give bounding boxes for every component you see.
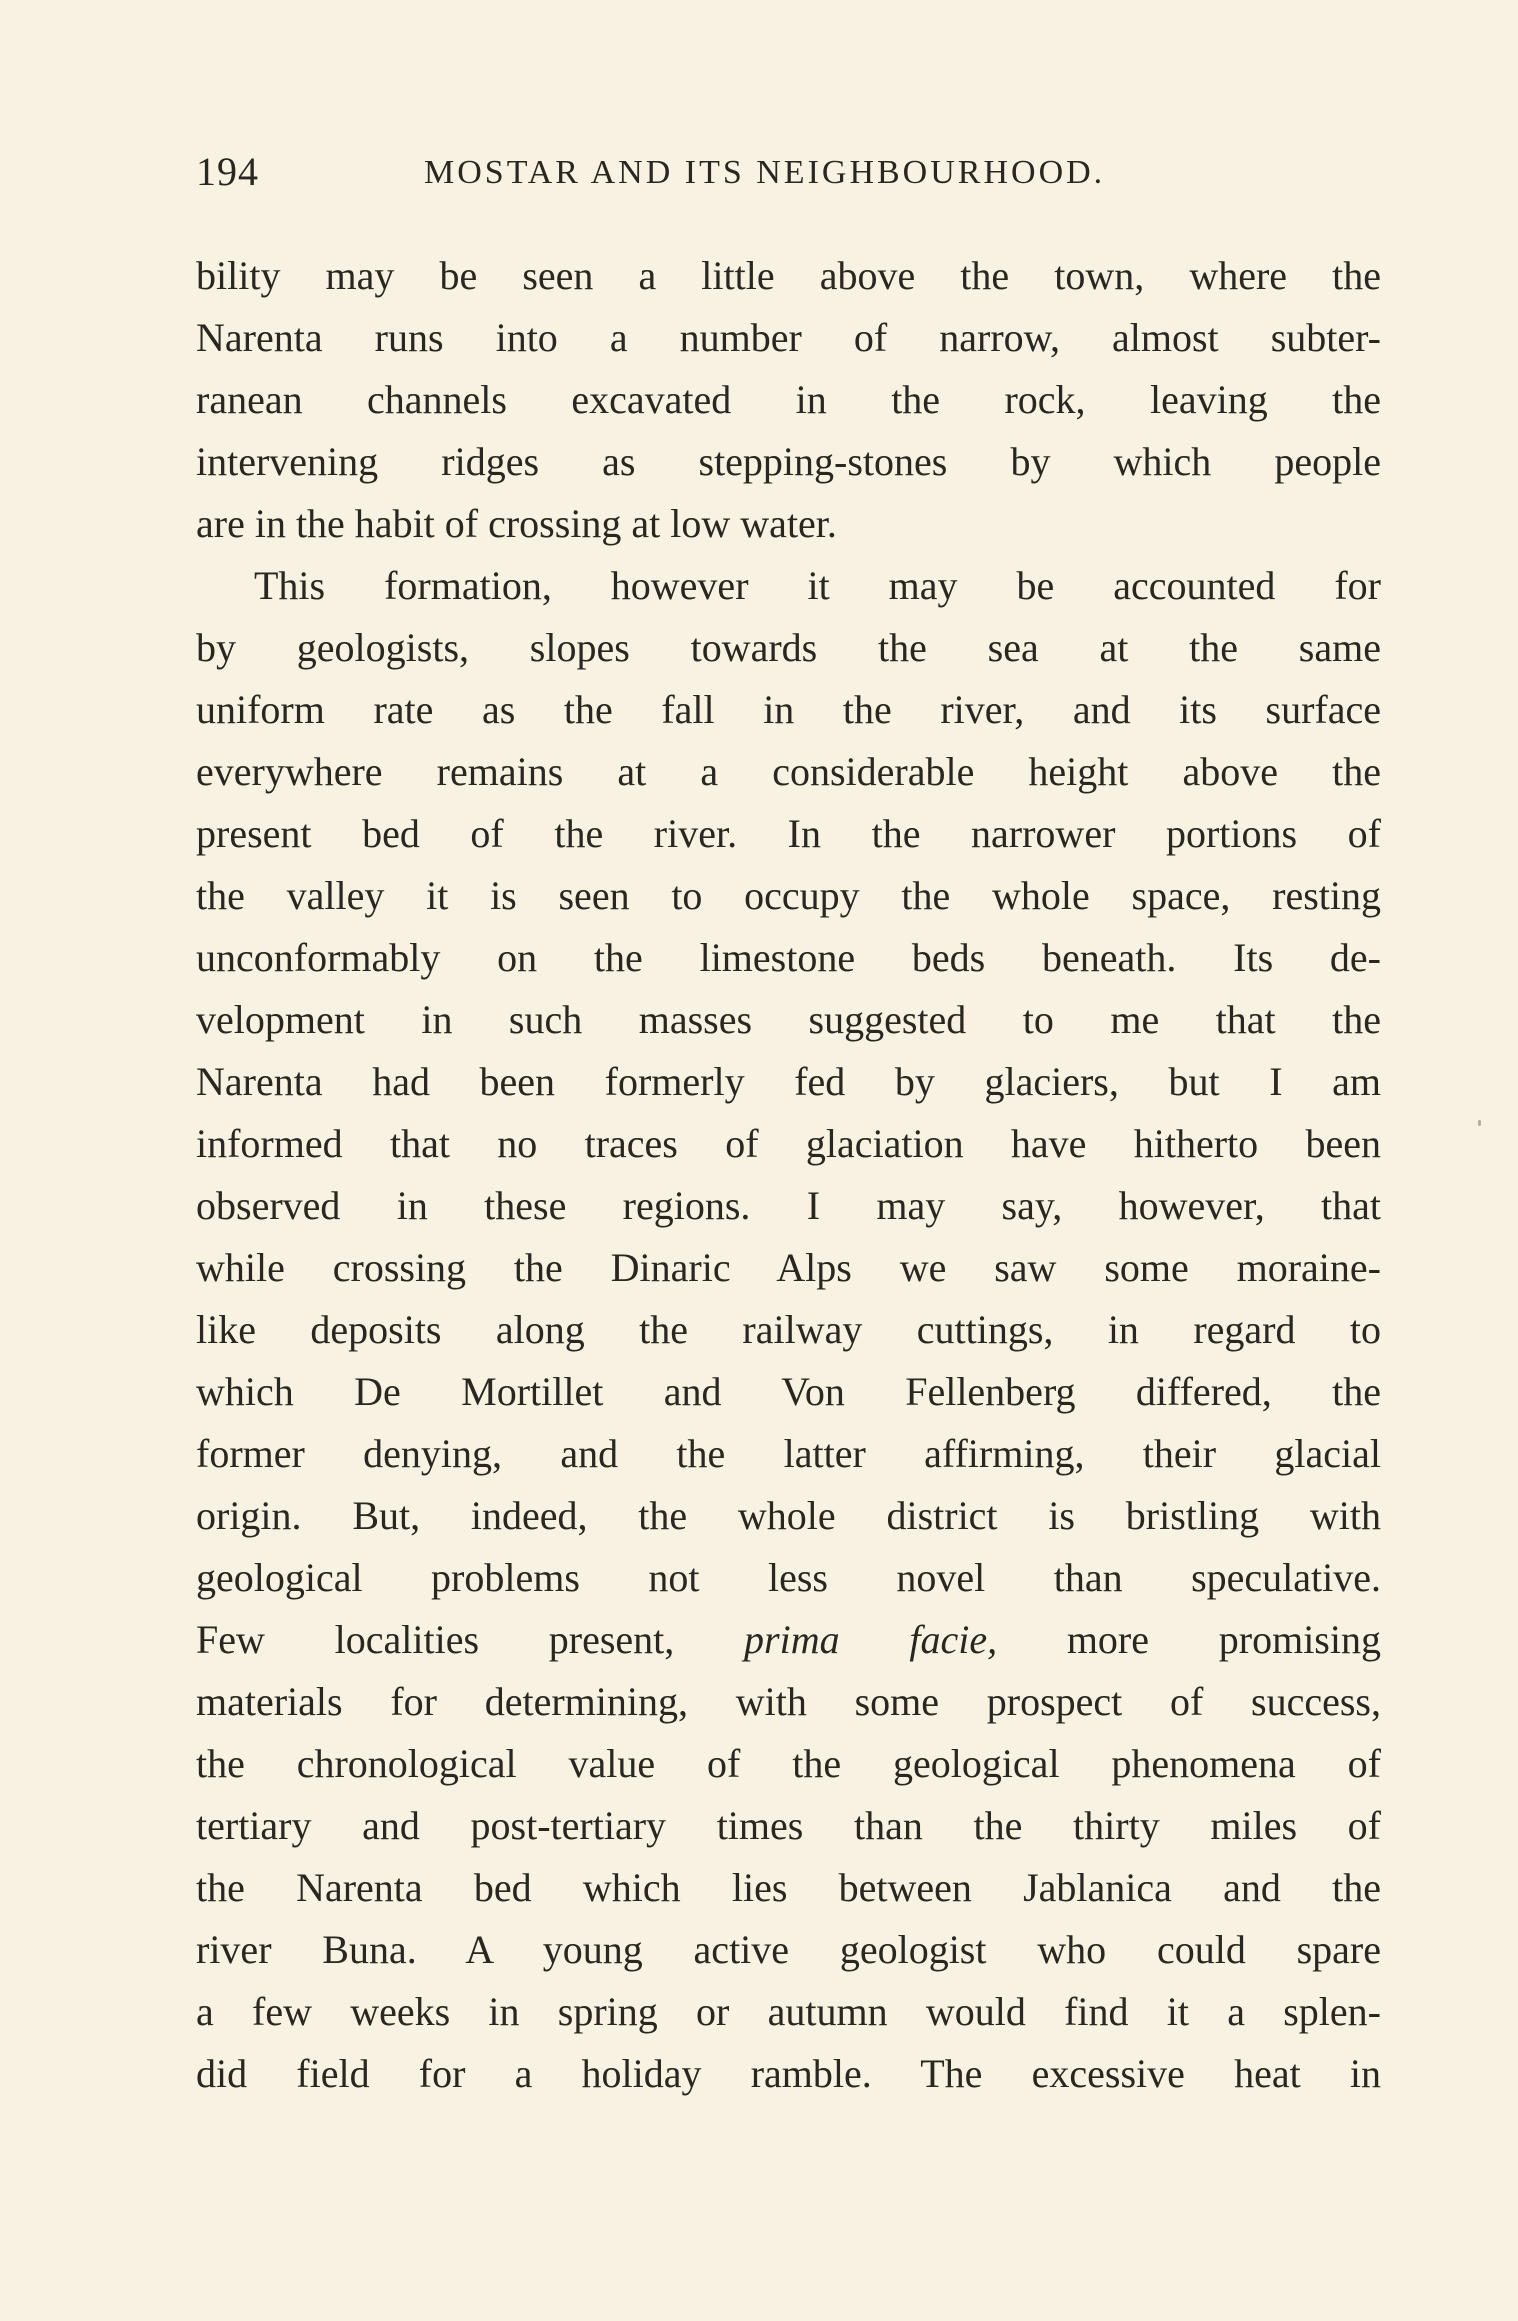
text-line: This formation, however it may be accounted for bbox=[254, 563, 1381, 608]
italic-phrase: prima facie, bbox=[744, 1617, 998, 1662]
text-line: unconformably on the limestone beds beneath. Its de- bbox=[196, 935, 1381, 980]
text-line: informed that no traces of glaciation have hitherto been bbox=[196, 1121, 1381, 1166]
text-line: Narenta runs into a number of narrow, almost subter- bbox=[196, 315, 1381, 360]
text-fragment: Few localities present, bbox=[196, 1617, 745, 1662]
text-line: Narenta had been formerly fed by glaciers, but I am bbox=[196, 1059, 1381, 1104]
running-head bbox=[196, 148, 1376, 200]
text-line: like deposits along the railway cuttings, in regard to bbox=[196, 1307, 1381, 1352]
text-line: which De Mortillet and Von Fellenberg differed, the bbox=[196, 1369, 1381, 1414]
text-fragment: more promising bbox=[997, 1617, 1381, 1662]
text-line: the Narenta bed which lies between Jablanica and the bbox=[196, 1865, 1381, 1910]
text-line: bility may be seen a little above the town, where the bbox=[196, 253, 1381, 298]
text-line: materials for determining, with some prospect of success, bbox=[196, 1679, 1381, 1724]
text-line: while crossing the Dinaric Alps we saw some moraine- bbox=[196, 1245, 1381, 1290]
text-line: former denying, and the latter affirming, their glacial bbox=[196, 1431, 1381, 1476]
text-line: intervening ridges as stepping-stones by which people bbox=[196, 439, 1381, 484]
page-number: 194 bbox=[196, 149, 259, 194]
text-line: by geologists, slopes towards the sea at the same bbox=[196, 625, 1381, 670]
text-line: everywhere remains at a considerable height above the bbox=[196, 749, 1381, 794]
text-line: origin. But, indeed, the whole district is bristling with bbox=[196, 1493, 1381, 1538]
text-line-with-italic bbox=[196, 1609, 1381, 1671]
text-line: uniform rate as the fall in the river, and its surface bbox=[196, 687, 1381, 732]
text-line: did field for a holiday ramble. The excessive heat in bbox=[196, 2051, 1381, 2096]
text-line: the chronological value of the geological phenomena of bbox=[196, 1741, 1381, 1786]
text-line: river Buna. A young active geologist who could spare bbox=[196, 1927, 1381, 1972]
paper-speck bbox=[1478, 1120, 1481, 1126]
text-line: are in the habit of crossing at low water. bbox=[196, 501, 837, 546]
text-line: geological problems not less novel than speculative. bbox=[196, 1555, 1381, 1600]
text-line: velopment in such masses suggested to me that the bbox=[196, 997, 1381, 1042]
running-title: MOSTAR AND ITS NEIGHBOURHOOD. bbox=[424, 154, 1106, 191]
text-line: ranean channels excavated in the rock, leaving the bbox=[196, 377, 1381, 422]
text-line: tertiary and post-tertiary times than the thirty miles of bbox=[196, 1803, 1381, 1848]
body-text bbox=[196, 245, 1381, 2105]
text-line: the valley it is seen to occupy the whole space, resting bbox=[196, 873, 1381, 918]
text-line: a few weeks in spring or autumn would find it a splen- bbox=[196, 1989, 1381, 2034]
text-line: present bed of the river. In the narrower portions of bbox=[196, 811, 1381, 856]
text-line: observed in these regions. I may say, however, that bbox=[196, 1183, 1381, 1228]
